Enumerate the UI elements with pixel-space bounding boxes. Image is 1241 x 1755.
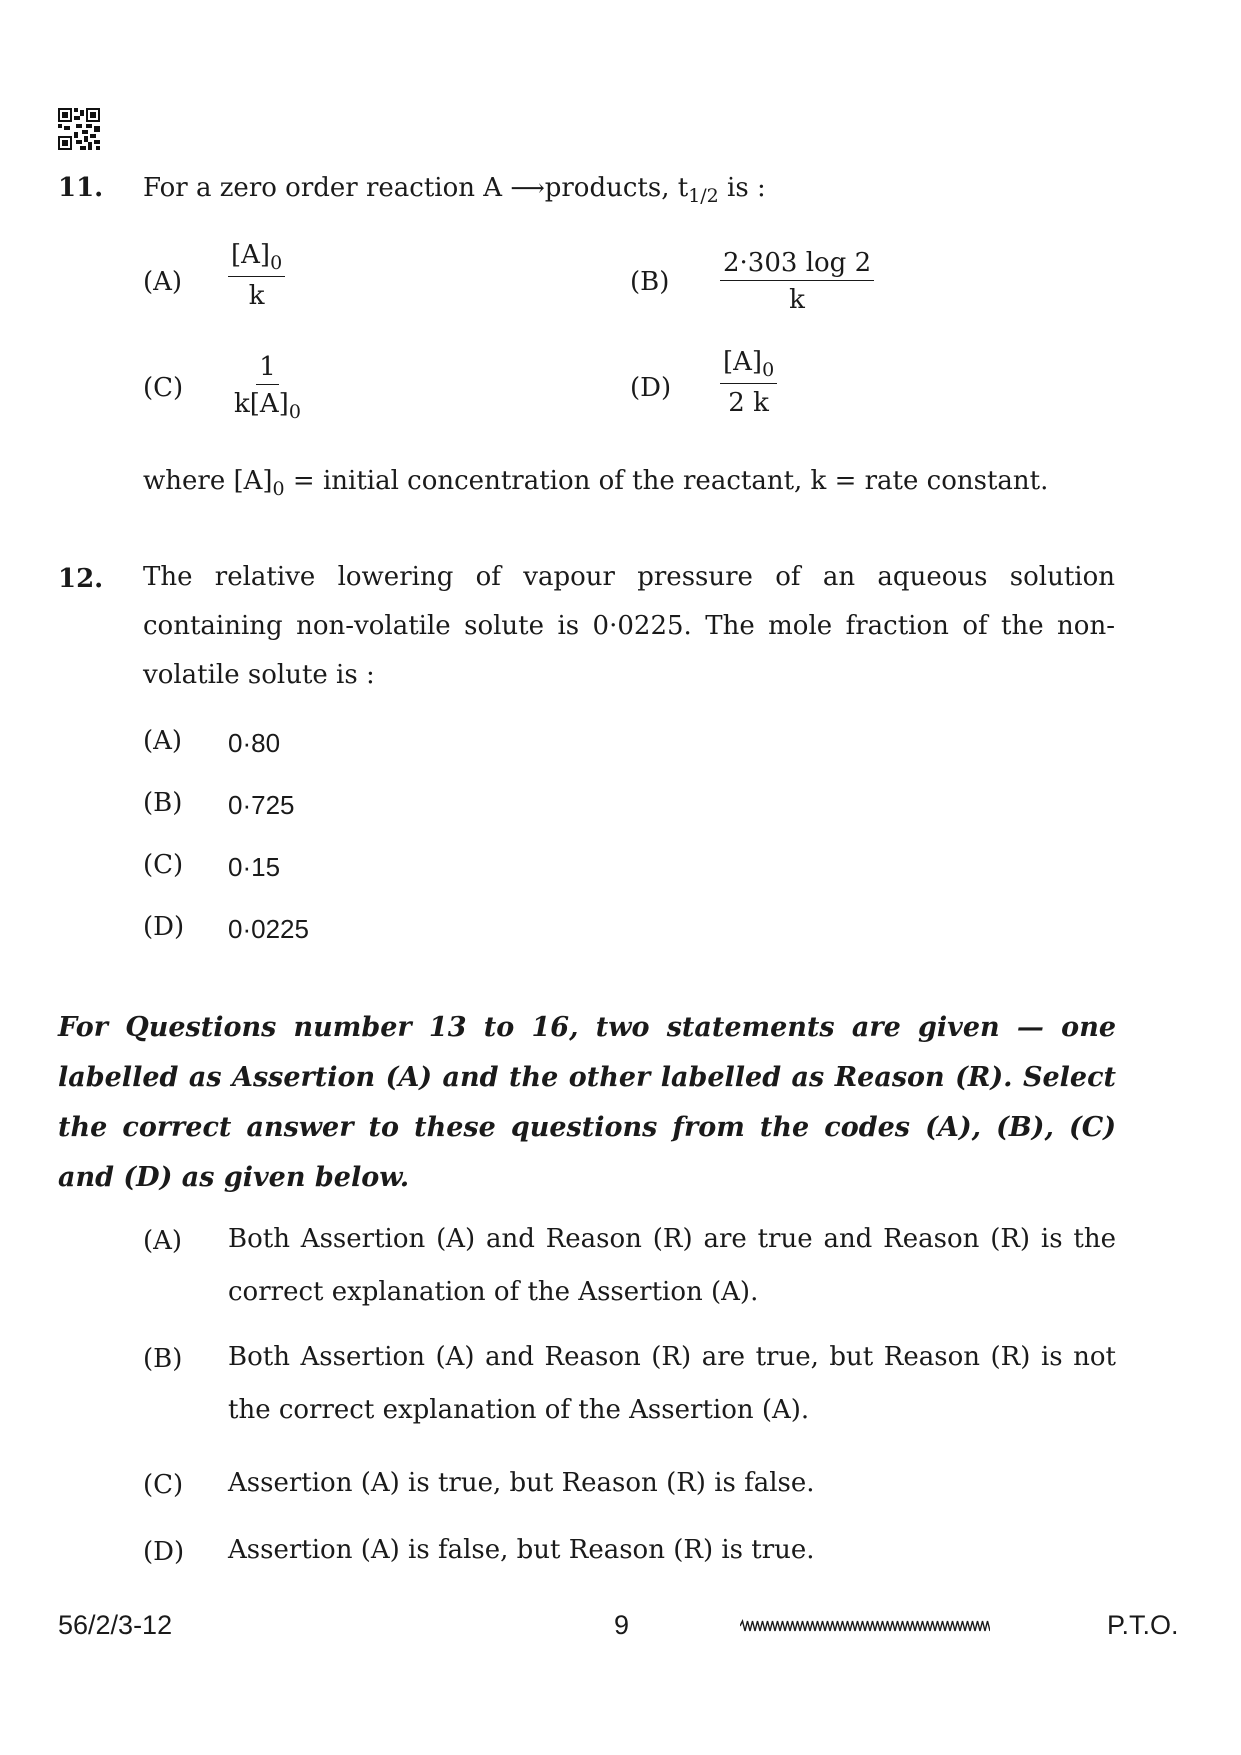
code-d-text: Assertion (A) is false, but Reason (R) is true. <box>228 1535 815 1565</box>
code-c-label: (C) <box>143 1470 184 1500</box>
q11-option-c-fraction: $\frac{1}{k[A]_0}$ <box>234 352 301 423</box>
assertion-reason-instructions: For Questions number 13 to 16, two statements are given — one labelled as Assertion (A) and the other labelled as Reason (R). Select the correct answer to these questions from the codes (A), (B), (C) and (D) as given below. <box>58 1012 1116 1193</box>
q12-option-b-label: (B) <box>143 788 183 818</box>
question-number-12: 12. <box>58 564 104 594</box>
q11-where-note: where $[A]_0$ = initial concentration of the reactant, k = rate constant. <box>143 466 1049 500</box>
question-12-text: The relative lowering of vapour pressure of an aqueous solution containing non-volatile solute is 0·0225. The mole fraction of the non-volatile solute is : <box>143 562 1115 690</box>
q12-option-b-value: 0·725 <box>228 790 295 820</box>
q11-option-a-fraction: $\frac{[A]_0}{k}$ <box>228 240 285 311</box>
page-number: 9 <box>614 1610 630 1640</box>
q11-option-d-label: (D) <box>630 373 672 403</box>
wavy-line-icon <box>740 1618 990 1634</box>
q11-option-d-fraction: $\frac{[A]_0}{2 k}$ <box>720 347 777 418</box>
paper-code: 56/2/3-12 <box>58 1610 173 1640</box>
code-d-label: (D) <box>143 1537 185 1567</box>
q11-option-b-label: (B) <box>630 267 670 297</box>
q12-option-d-label: (D) <box>143 912 185 942</box>
code-a-text: Both Assertion (A) and Reason (R) are true and Reason (R) is the correct explanation of the Assertion (A). <box>228 1224 1116 1307</box>
q11-option-a-label: (A) <box>143 267 183 297</box>
code-b-text: Both Assertion (A) and Reason (R) are true, but Reason (R) is not the correct explanation of the Assertion (A). <box>228 1342 1116 1425</box>
q12-option-d-value: 0·0225 <box>228 914 309 944</box>
code-c-text: Assertion (A) is true, but Reason (R) is false. <box>228 1468 815 1498</box>
qr-code-icon <box>58 108 100 150</box>
q11-option-b-fraction: $\frac{2\cdot 303 \log 2}{k}$ <box>720 248 874 315</box>
code-a-label: (A) <box>143 1226 183 1256</box>
please-turn-over: P.T.O. <box>1107 1610 1179 1640</box>
question-number-11: 11. <box>58 173 104 203</box>
q12-option-a-value: 0·80 <box>228 728 281 758</box>
reaction-arrow: ⟶ <box>510 174 545 202</box>
q12-option-c-value: 0·15 <box>228 852 281 882</box>
q12-option-c-label: (C) <box>143 850 184 880</box>
question-11-text: For a zero order reaction A ⟶products, $t_{1/2}$ is : <box>143 173 766 207</box>
q11-option-c-label: (C) <box>143 373 184 403</box>
code-b-label: (B) <box>143 1344 183 1374</box>
q12-option-a-label: (A) <box>143 726 183 756</box>
